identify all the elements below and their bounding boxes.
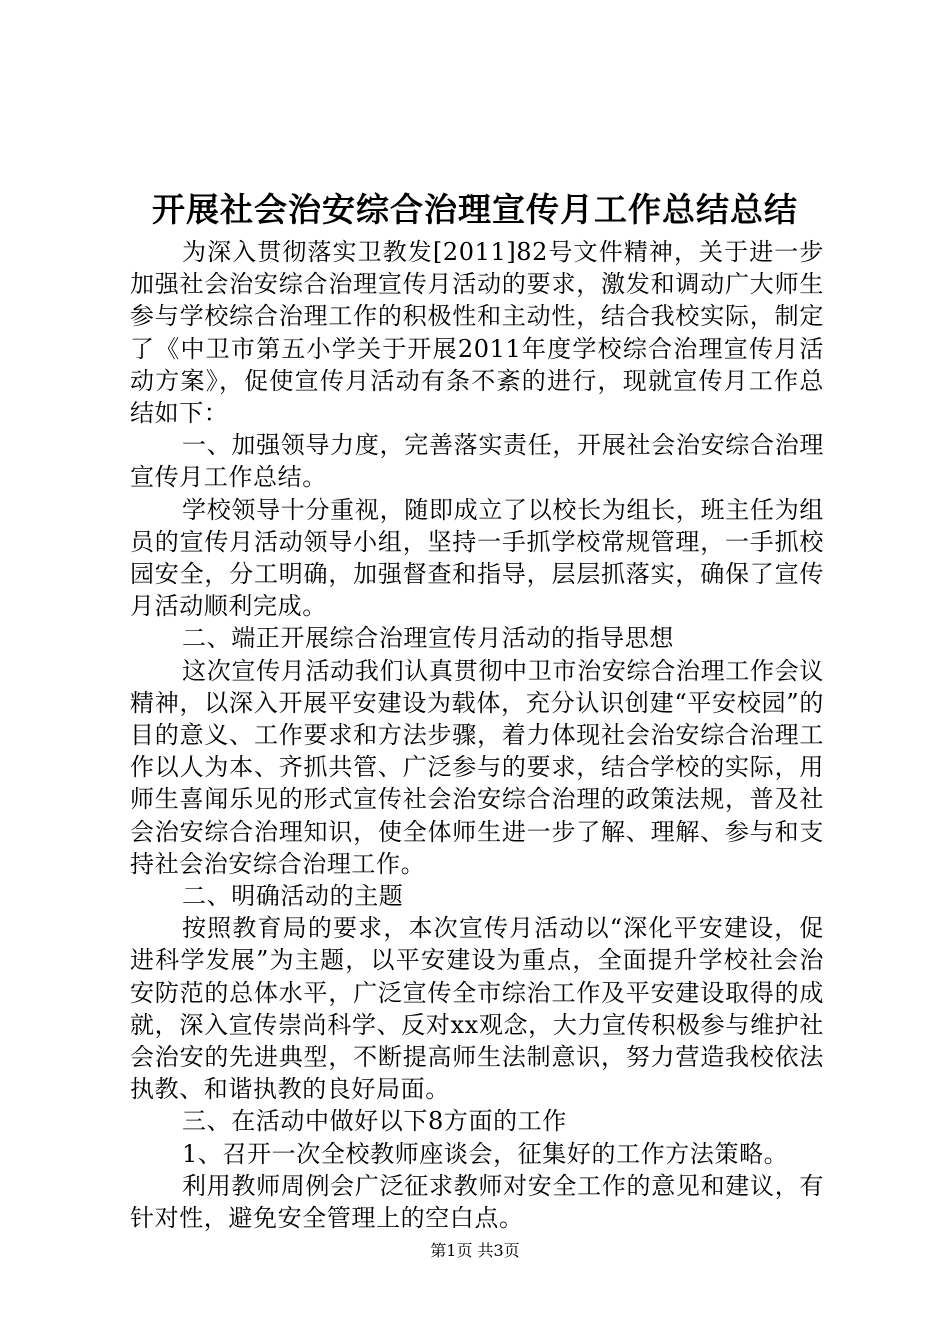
paragraph-section-2: 这次宣传月活动我们认真贯彻中卫市治安综合治理工作会议精神，以深入开展平安建设为载体，充分认识创建“平安校园”的目的意义、工作要求和方法步骤，着力体现社会治安综合治理工作以人为本、齐抓共管、广泛参与的要求，结合学校的实际，用师生喜闻乐见的形式宣传社会治安综合治理的政策法规，普及社会治安综合治理知识，使全体师生进一步了解、理解、参与和支持社会治安综合治理工作。 [130,656,824,878]
heading-section-2: 二、端正开展综合治理宣传月活动的指导思想 [182,624,674,653]
page-footer: 第1页 共3页 [430,1241,520,1260]
paragraph-intro: 为深入贯彻落实卫教发[2011]82号文件精神，关于进一步加强社会治安综合治理宣传月活动的要求，激发和调动广大师生参与学校综合治理工作的积极性和主动性，结合我校实际，制定了《中卫市第五小学关于开展2011年度学校综合治理宣传月活动方案》，促使宣传月活动有条不紊的进行，现就宣传月工作总结如下： [130,238,824,428]
heading-section-theme: 二、明确活动的主题 [182,882,404,911]
document-title: 开展社会治安综合治理宣传月工作总结总结 [152,190,798,229]
heading-section-3: 三、在活动中做好以下8方面的工作 [182,1107,567,1136]
list-item-1: 1、召开一次全校教师座谈会，征集好的工作方法策略。 [182,1139,789,1168]
paragraph-section-1: 学校领导十分重视，随即成立了以校长为组长，班主任为组员的宣传月活动领导小组，坚持一手抓学校常规管理，一手抓校园安全，分工明确，加强督查和指导，层层抓落实，确保了宣传月活动顺利完成。 [130,495,824,621]
heading-section-1: 一、加强领导力度，完善落实责任，开展社会治安综合治理宣传月工作总结。 [130,431,824,492]
paragraph-list-item-1: 利用教师周例会广泛征求教师对安全工作的意见和建议，有针对性，避免安全管理上的空白点。 [130,1171,824,1233]
document-body [130,236,824,1234]
paragraph-section-theme: 按照教育局的要求，本次宣传月活动以“深化平安建设，促进科学发展”为主题，以平安建设为重点，全面提升学校社会治安防范的总体水平，广泛宣传全市综治工作及平安建设取得的成就，深入宣传崇尚科学、反对xx观念，大力宣传积极参与维护社会治安的先进典型，不断提高师生法制意识，努力营造我校依法执教、和谐执教的良好局面。 [130,914,824,1104]
